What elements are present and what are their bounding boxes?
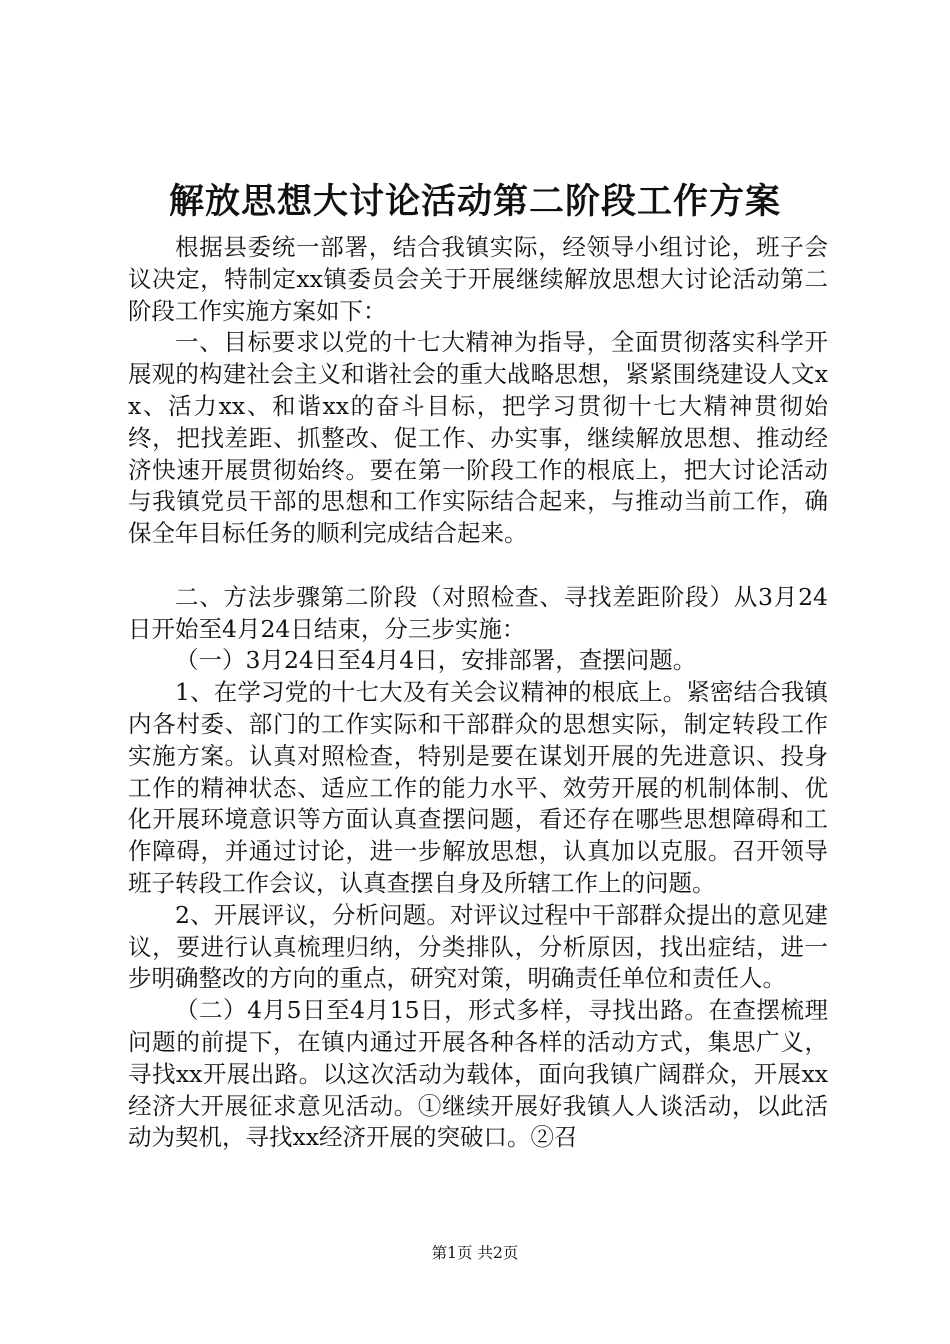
paragraph-methods: 二、方法步骤第二阶段（对照检查、寻找差距阶段）从3月24日开始至4月24日结束，分三步实施： [128,582,828,643]
paragraph-step-one-item-1: 1、在学习党的十七大及有关会议精神的根底上。紧密结合我镇内各村委、部门的工作实际和干部群众的思想实际，制定转段工作实施方案。认真对照检查，特别是要在谋划开展的先进意识、投身工作的精神状态、适应工作的能力水平、效劳开展的机制体制、优化开展环境意识等方面认真查摆问题，看还存在哪些思想障碍和工作障碍，并通过讨论，进一步解放思想，认真加以克服。召开领导班子转段工作会议，认真查摆自身及所辖工作上的问题。 [128,678,828,897]
page-number-footer: 第1页 共2页 [431,1244,519,1262]
paragraph-goals: 一、目标要求以党的十七大精神为指导，全面贯彻落实科学开展观的构建社会主义和谐社会的重大战略思想，紧紧围绕建设人文xx、活力xx、和谐xx的奋斗目标，把学习贯彻十七大精神贯彻始终，把找差距、抓整改、促工作、办实事，继续解放思想、推动经济快速开展贯彻始终。要在第一阶段工作的根底上，把大讨论活动与我镇党员干部的思想和工作实际结合起来，与推动当前工作，确保全年目标任务的顺利完成结合起来。 [128,328,828,548]
paragraph-step-one-heading: （一）3月24日至4月4日，安排部署，查摆问题。 [175,646,697,675]
document-body [128,232,828,1154]
paragraph-step-two: （二）4月5日至4月15日，形式多样，寻找出路。在查摆梳理问题的前提下，在镇内通过开展各种各样的活动方式，集思广义，寻找xx开展出路。以这次活动为载体，面向我镇广阔群众，开展xx经济大开展征求意见活动。①继续开展好我镇人人谈活动，以此活动为契机，寻找xx经济开展的突破口。②召 [128,996,828,1152]
document-title: 解放思想大讨论活动第二阶段工作方案 [168,181,781,222]
paragraph-step-one-item-2: 2、开展评议，分析问题。对评议过程中干部群众提出的意见建议，要进行认真梳理归纳，分类排队，分析原因，找出症结，进一步明确整改的方向的重点，研究对策，明确责任单位和责任人。 [128,900,828,993]
paragraph-intro: 根据县委统一部署，结合我镇实际，经领导小组讨论，班子会议决定，特制定xx镇委员会关于开展继续解放思想大讨论活动第二阶段工作实施方案如下： [128,233,828,325]
